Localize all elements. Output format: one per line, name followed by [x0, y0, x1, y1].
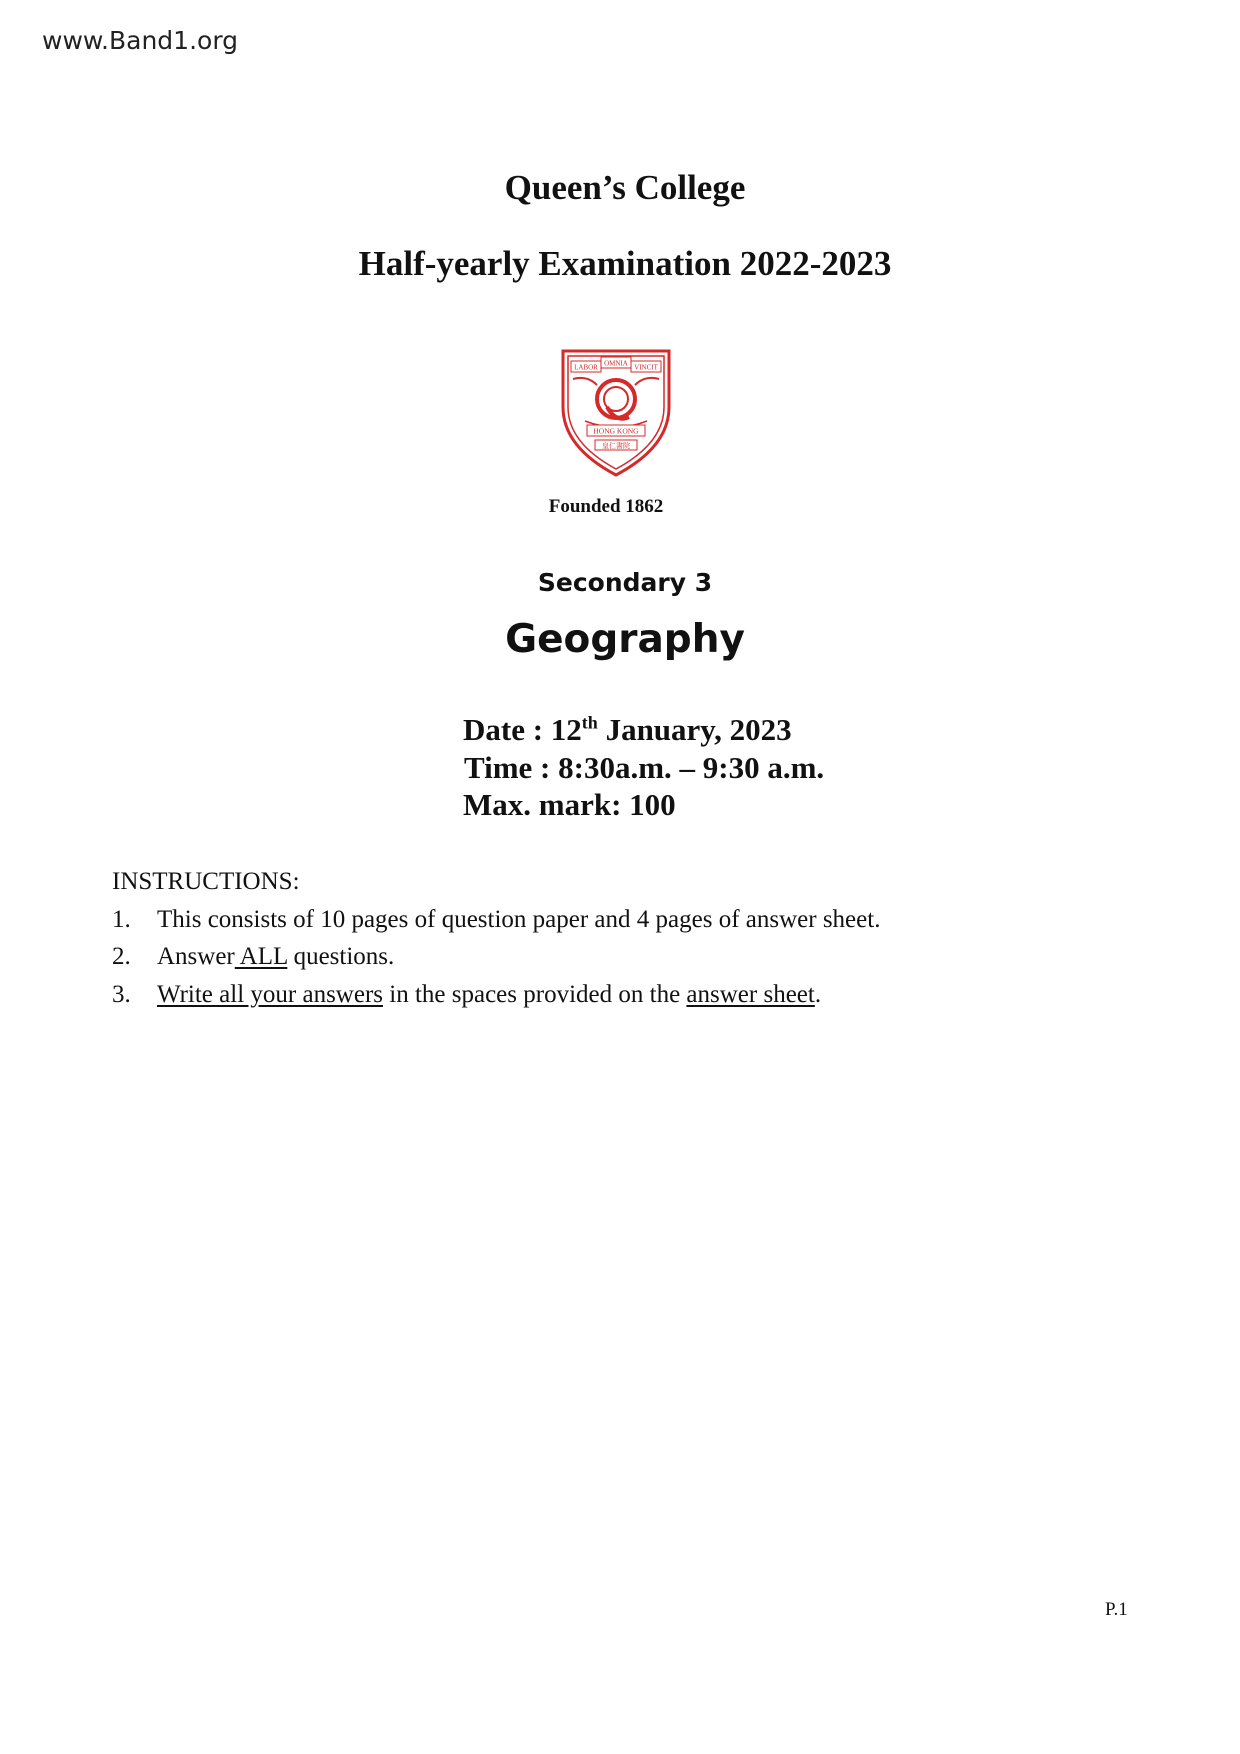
school-crest	[557, 347, 675, 479]
instruction-item	[112, 906, 880, 934]
crest-motto-right: VINCIT	[634, 363, 658, 372]
exam-date-sup: th	[581, 712, 598, 733]
instructions-heading: INSTRUCTIONS:	[112, 868, 300, 895]
crest-banner: HONG KONG	[593, 426, 639, 436]
watermark-url: www.Band1.org	[42, 26, 239, 55]
exam-date-prefix: Date : 12	[463, 712, 582, 747]
subject-title: Geography	[505, 617, 745, 662]
school-crest-icon	[557, 347, 675, 479]
max-mark: Max. mark: 100	[463, 787, 676, 822]
instruction-text: in the spaces provided on the	[383, 981, 687, 1008]
crest-chinese: 皇仁書院	[602, 442, 630, 450]
page-number: P.1	[1105, 1599, 1128, 1620]
instruction-number: 2.	[112, 943, 131, 970]
instruction-emphasis: ALL	[234, 943, 288, 970]
exam-date	[463, 712, 792, 748]
exam-date-suffix: January, 2023	[597, 712, 792, 747]
school-name: Queen’s College	[504, 168, 746, 207]
founded-year: Founded 1862	[548, 496, 664, 517]
exam-time: Time : 8:30a.m. – 9:30 a.m.	[464, 750, 825, 785]
instruction-text: This consists of 10 pages of question paper and 4 pages of answer sheet.	[157, 906, 881, 933]
instruction-text: Answer	[157, 943, 235, 970]
instruction-item	[112, 943, 394, 971]
instruction-number: 1.	[112, 906, 131, 933]
form-level: Secondary 3	[537, 568, 713, 597]
exam-title: Half-yearly Examination 2022-2023	[358, 244, 892, 283]
instruction-item	[112, 981, 821, 1009]
crest-motto-mid: OMNIA	[604, 359, 628, 368]
instruction-emphasis: answer sheet	[686, 981, 815, 1008]
instruction-number: 3.	[112, 981, 131, 1008]
instruction-text-end: .	[814, 981, 822, 1008]
crest-motto-left: LABOR	[574, 363, 598, 372]
instruction-text-end: questions.	[287, 943, 395, 970]
instruction-emphasis: Write all your answers	[157, 981, 384, 1008]
